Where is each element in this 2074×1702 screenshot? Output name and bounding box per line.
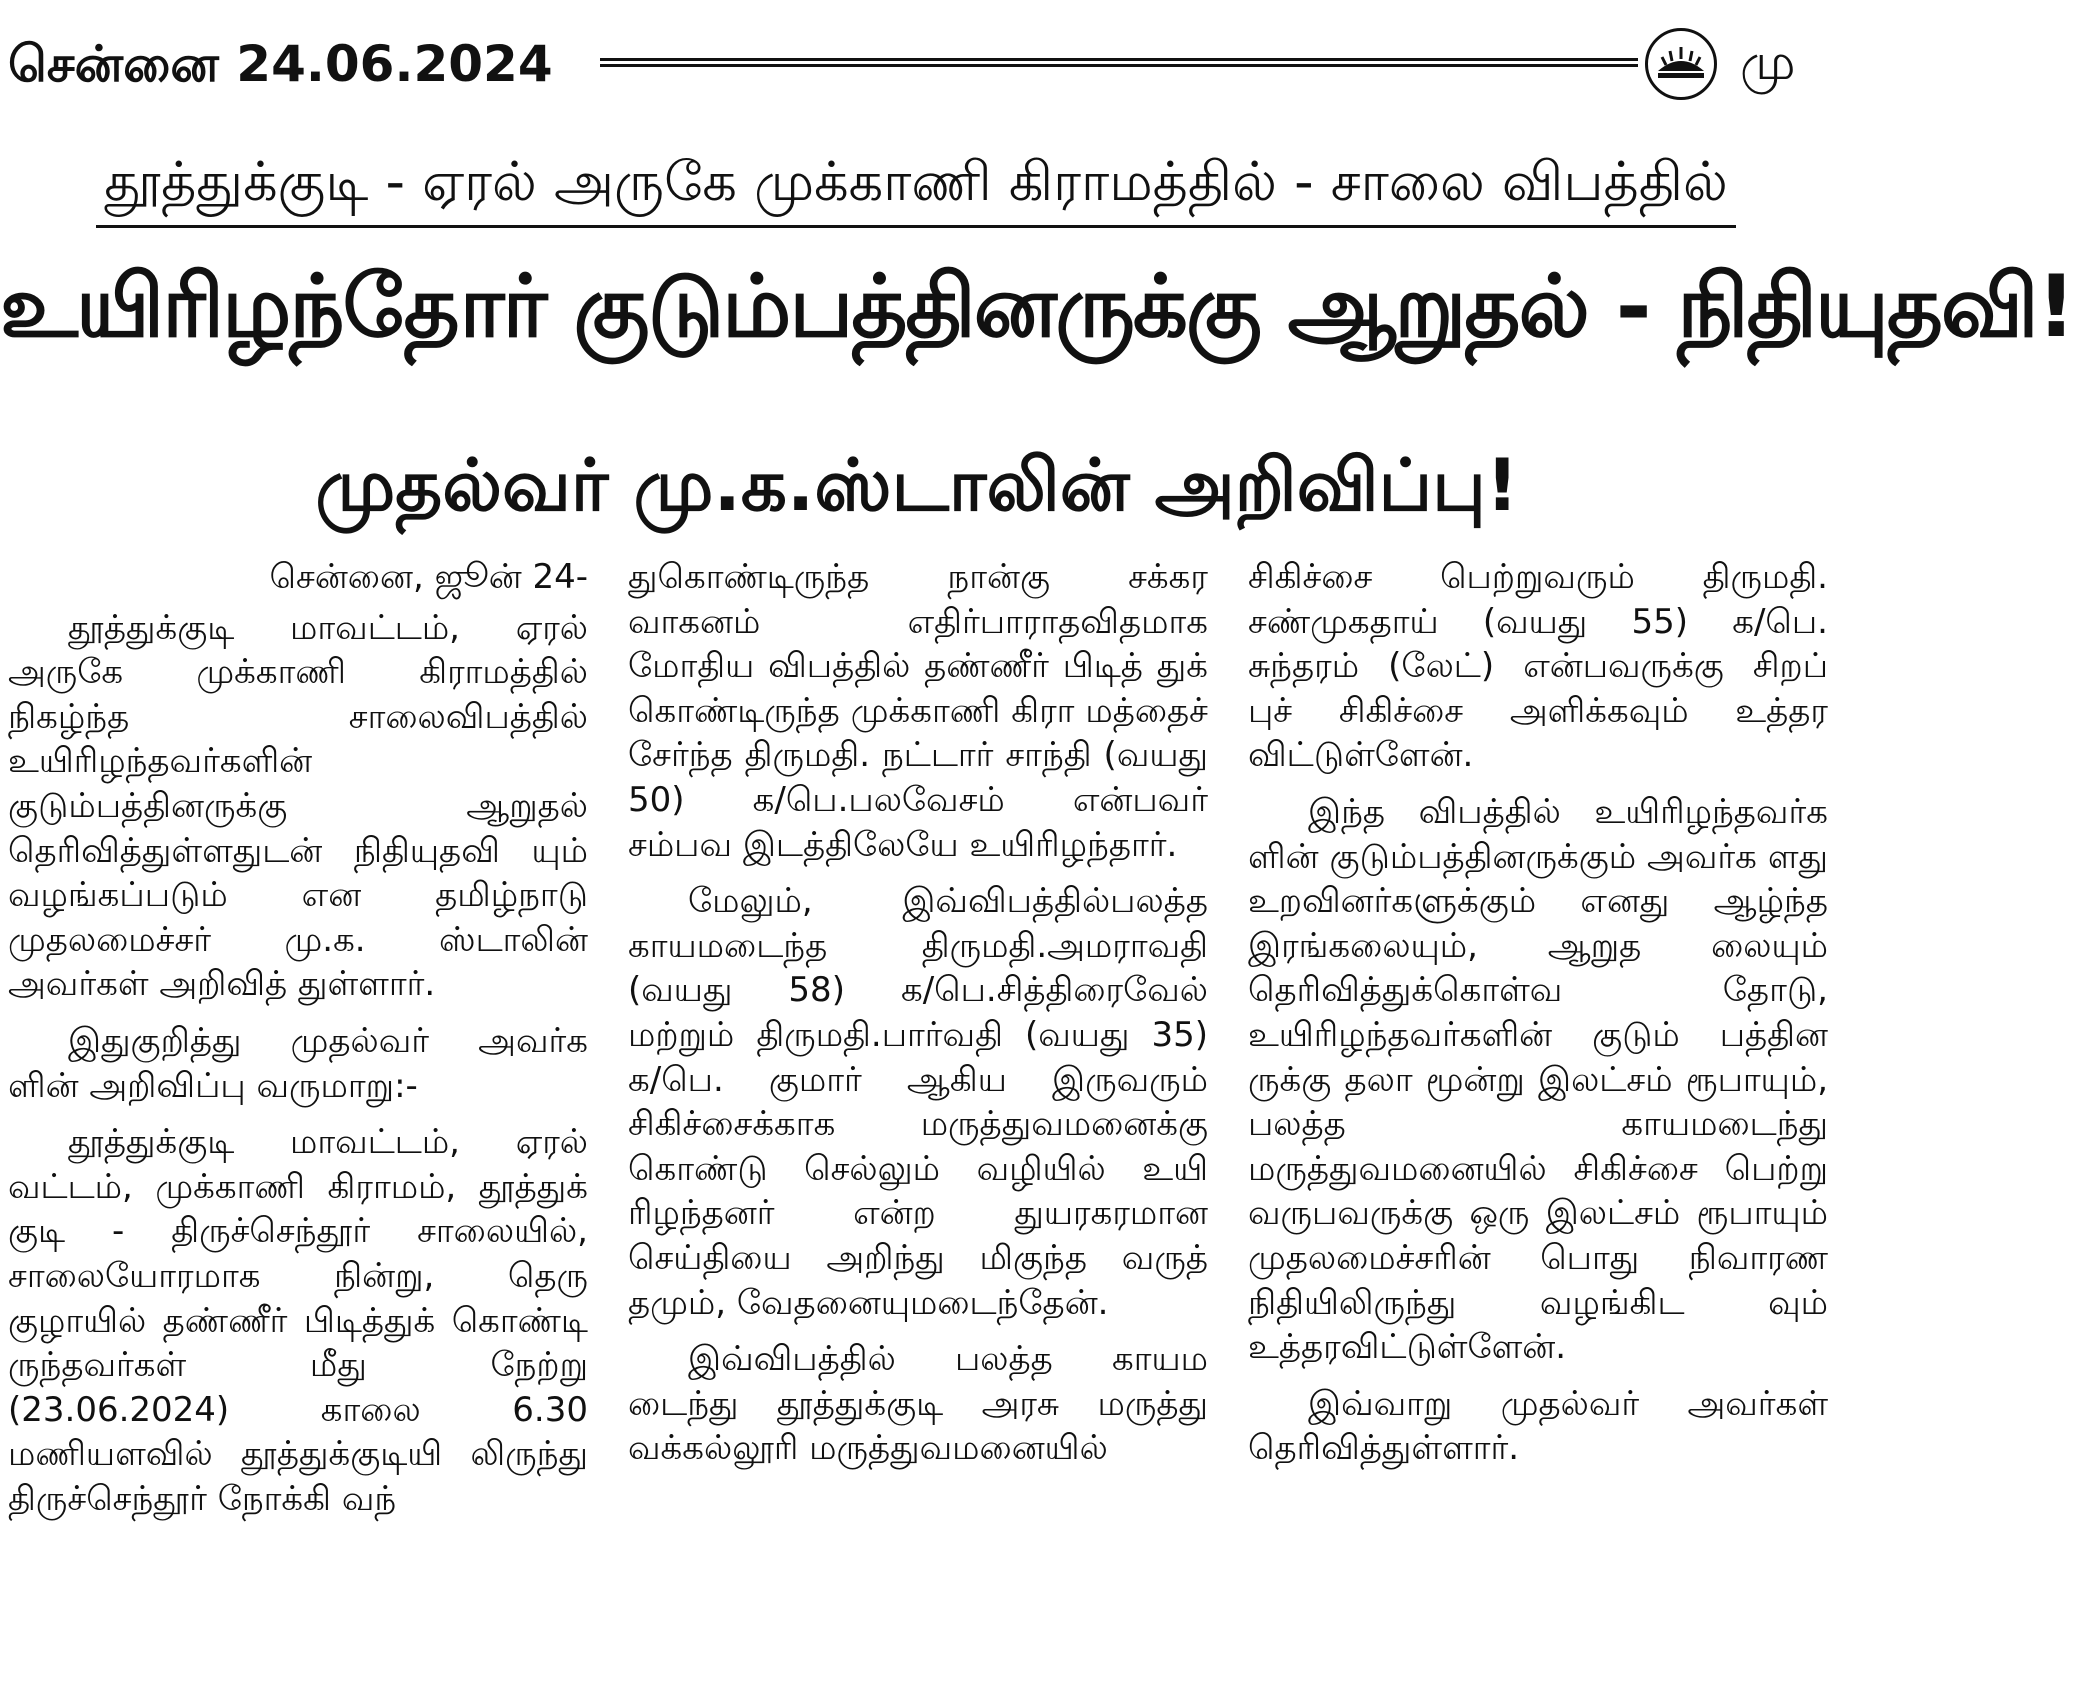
paragraph: இந்த விபத்தில் உயிரிழந்தவர்க ளின் குடும்பத்தினருக்கும் அவர்க ளது உறவினர்களுக்கும் எனது ஆழ்ந்த இரங்கலையும், ஆறுத லையும் தெரிவித்துக்கொள்வ தோடு, உயிரிழந்தவர்களின் குடும் பத்தின ருக்கு தலா மூன்று இலட்சம் ரூபாயும், பலத்த காயமடைந்து மருத்துவமனையில் சிகிச்சை பெற்று வருபவருக்கு ஒரு இலட்சம் ரூபாயும் முதலமைச்சரின் பொது நிவாரண நிதியிலிருந்து வழங்கிட வும் உத்தரவிட்டுள்ளேன். [1248,791,1828,1368]
paragraph: தூத்துக்குடி மாவட்டம், ஏரல் அருகே முக்காணி கிராமத்தில் நிகழ்ந்த சாலைவிபத்தில் உயிரிழந்தவர்களின் குடும்பத்தினருக்கு ஆறுதல் தெரிவித்துள்ளதுடன் நிதியுதவி யும் வழங்கப்படும் என தமிழ்நாடு முதலமைச்சர் மு.க. ஸ்டாலின் அவர்கள் அறிவித் துள்ளார். [8,607,588,1005]
masthead [0,28,1834,108]
article-column-3 [1248,555,1828,1685]
main-headline: உயிரிழந்தோர் குடும்பத்தினருக்கு ஆறுதல் - நிதியுதவி! [0,257,2074,357]
paragraph: துகொண்டிருந்த நான்கு சக்கர வாகனம் எதிர்பாராதவிதமாக மோதிய விபத்தில் தண்ணீர் பிடித் துக் கொண்டிருந்த முக்காணி கிரா மத்தைச் சேர்ந்த திருமதி. நட்டார் சாந்தி (வயது 50) க/பெ.பலவேசம் என்பவர் சம்பவ இடத்திலேயே உயிரிழந்தார். [628,557,1208,865]
masthead-dateline: சென்னை 24.06.2024 [8,35,553,93]
paragraph: இவ்வாறு முதல்வர் அவர்கள் தெரிவித்துள்ளார். [1248,1383,1828,1469]
sub-headline: முதல்வர் மு.க.ஸ்டாலின் அறிவிப்பு! [315,443,1519,527]
kicker-headline: தூத்துக்குடி - ஏரல் அருகே முக்காணி கிராமத்தில் - சாலை விபத்தில் [104,150,1728,213]
article-dateline: சென்னை, ஜூன் 24- [269,557,588,597]
paragraph: சிகிச்சை பெற்றுவரும் திருமதி. சண்முகதாய் (வயது 55) க/பெ. சுந்தரம் (லேட்) என்பவருக்கு சிறப் புச் சிகிச்சை அளிக்கவும் உத்தர விட்டுள்ளேன். [1248,557,1828,776]
paragraph: இவ்விபத்தில் பலத்த காயம டைந்து தூத்துக்குடி அரசு மருத்து வக்கல்லூரி மருத்துவமனையில் [628,1339,1208,1469]
paragraph: இதுகுறித்து முதல்வர் அவர்க ளின் அறிவிப்பு வருமாறு:- [8,1020,588,1106]
article-column-1 [8,555,588,1685]
article-column-2 [628,555,1208,1685]
kicker-underline [96,225,1736,228]
paragraph: மேலும், இவ்விபத்தில்பலத்த காயமடைந்த திருமதி.அமராவதி (வயது 58) க/பெ.சித்திரைவேல் மற்றும் திருமதி.பார்வதி (வயது 35) க/பெ. குமார் ஆகிய இருவரும் சிகிச்சைக்காக மருத்துவமனைக்கு கொண்டு செல்லும் வழியில் உயி ரிழந்தனர் என்ற துயரகரமான செய்தியை அறிந்து மிகுந்த வருத் தமும், வேதனையுமடைந்தேன். [628,881,1208,1323]
rising-sun-emblem-glyph [1652,35,1710,93]
paragraph: தூத்துக்குடி மாவட்டம், ஏரல் வட்டம், முக்காணி கிராமம், தூத்துக் குடி - திருச்செந்தூர் சாலையில், சாலையோரமாக நின்று, தெரு குழாயில் தண்ணீர் பிடித்துக் கொண்டி ருந்தவர்கள் மீது நேற்று (23.06.2024) காலை 6.30 மணியளவில் தூத்துக்குடியி லிருந்து திருச்செந்தூர் நோக்கி வந் [8,1122,588,1519]
rising-sun-emblem-icon [1645,28,1717,100]
masthead-rule [600,58,1638,67]
masthead-tail-text: மு [1740,33,1796,91]
